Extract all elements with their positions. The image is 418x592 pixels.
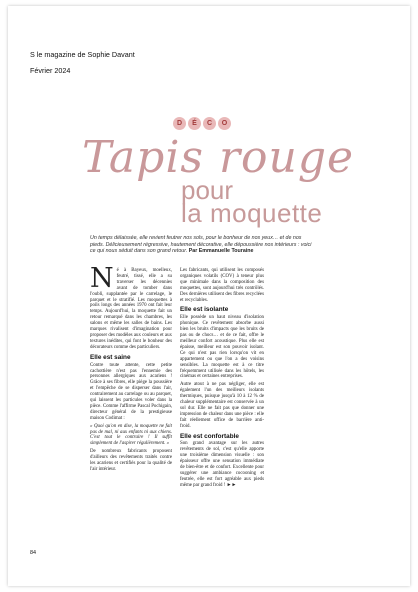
rubric-letter: O	[218, 117, 231, 130]
body-paragraph: Autre atout à ne pas négliger, elle est également l'un des meilleurs isolants thermiques, puisque jusqu'à 10 à 12 % de chaleur supplémentaire est conservée à un sol dur. Elle ne fait pas que donner une impression de chaleur dans une pièce : elle fait réellement office de barrière anti-froid.	[180, 382, 264, 429]
rubric-letter: D	[173, 117, 186, 130]
magazine-name: S le magazine de Sophie Davant	[30, 50, 135, 59]
quote-paragraph: « Quoi qu'on en dise, la moquette ne fait pas de mal, ni aux enfants ni aux chiens. C'est tout le contraire ! Il suffit simplement de l'aspirer régulièrement. »	[90, 423, 172, 447]
article-title-sub-2: la moquette	[181, 198, 323, 228]
rubric-tag	[173, 117, 231, 131]
section-heading: Elle est isolante	[180, 306, 229, 314]
section-heading: Elle est saine	[90, 353, 131, 361]
article-column-right	[180, 268, 264, 491]
section-heading: Elle est confortable	[180, 432, 239, 440]
body-paragraph: Contre toute attente, cette petite cachottière n'est pas l'ennemie des personnes allergiques aux acariens ! Grâce à ses fibres, elle piège la poussière et l'empêche de se disperser dans l'air, contrairement au carrelage ou au parquet, qui laissent les particules voler dans la pièce. Comme l'affirme Pascal Pochigain, directeur général de la prestigieuse maison Codimat :	[90, 362, 172, 421]
article-column-left	[90, 263, 172, 475]
byline: Par Emmanuelle Touraine	[188, 248, 254, 255]
drop-cap: N	[90, 263, 114, 294]
body-paragraph	[180, 441, 264, 488]
issue-date: Février 2024	[30, 66, 71, 75]
article-title-sub-1: pour	[181, 175, 234, 205]
article-title: Tapis rouge	[82, 132, 355, 183]
rubric-letter: É	[188, 117, 201, 130]
intro-paragraph: é à Bayeux, moelleux, feutré, tissé, elle a su traverser les décennies avant de tomber dans l'oubli, supplantée par le carrelage, le parquet et le stratifié. Les moquettes à poils longs des années 1970 ont fait leur temps. Aujourd'hui, la moquette fait un retour remarqué dans les chambres, les salons et même les salles de bains. Les marques rivalisent d'imagination pour proposer des modèles aux couleurs et aux textures inédites, qui font le bonheur des décorateurs comme des particuliers.	[90, 268, 172, 350]
body-paragraph: Les fabricants, qui utilisent les composés organiques volatils (COV) à teneur plus que minimale dans la composition des moquettes, sont aujourd'hui très contrôlés. Des dernières utilisent des fibres recyclées et recyclables.	[180, 268, 264, 303]
lede-text: Un temps délaissée, elle revient feutrer nos sols, pour le bonheur de nos yeux… et de nos pieds. Délicieusement régressive, hautement décorative, elle dépoussière nos intérieurs : voici ce qui nous séduit dans son grand retour.	[90, 235, 312, 255]
body-paragraph: Elle possède un haut niveau d'isolation phonique. Ce revêtement absorbe aussi bien les bruits d'impacts que les bruits de pas ou de chocs… et de ce fait, offre le meilleur confort acoustique. Plus elle est épaisse, meilleur est son pouvoir isolant. Ce qui n'est pas rien lorsqu'on vit en appartement ou que l'on a des voisins sensibles. La moquette est à ce titre fréquemment utilisée dans les hôtels, les cinémas et certaines entreprises.	[180, 315, 264, 380]
body-text: Son grand avantage sur les autres revêtements de sol, c'est qu'elle apporte une troisième dimension visuelle : son épaisseur offre une sensation immédiate de bien-être et de confort. Excellente pour suggérer une ambiance cocooning et feutrée, elle est fort agréable aux pieds même par grand froid !	[180, 441, 264, 488]
body-paragraph: De nombreux fabricants proposent d'ailleurs des revêtements traités contre les acariens et certifiés pour la qualité de l'air intérieur.	[90, 449, 172, 472]
page-number: 84	[30, 550, 36, 556]
continue-arrow-icon: ►►	[226, 481, 237, 488]
article-lede	[90, 235, 315, 255]
rubric-letter: C	[203, 117, 216, 130]
